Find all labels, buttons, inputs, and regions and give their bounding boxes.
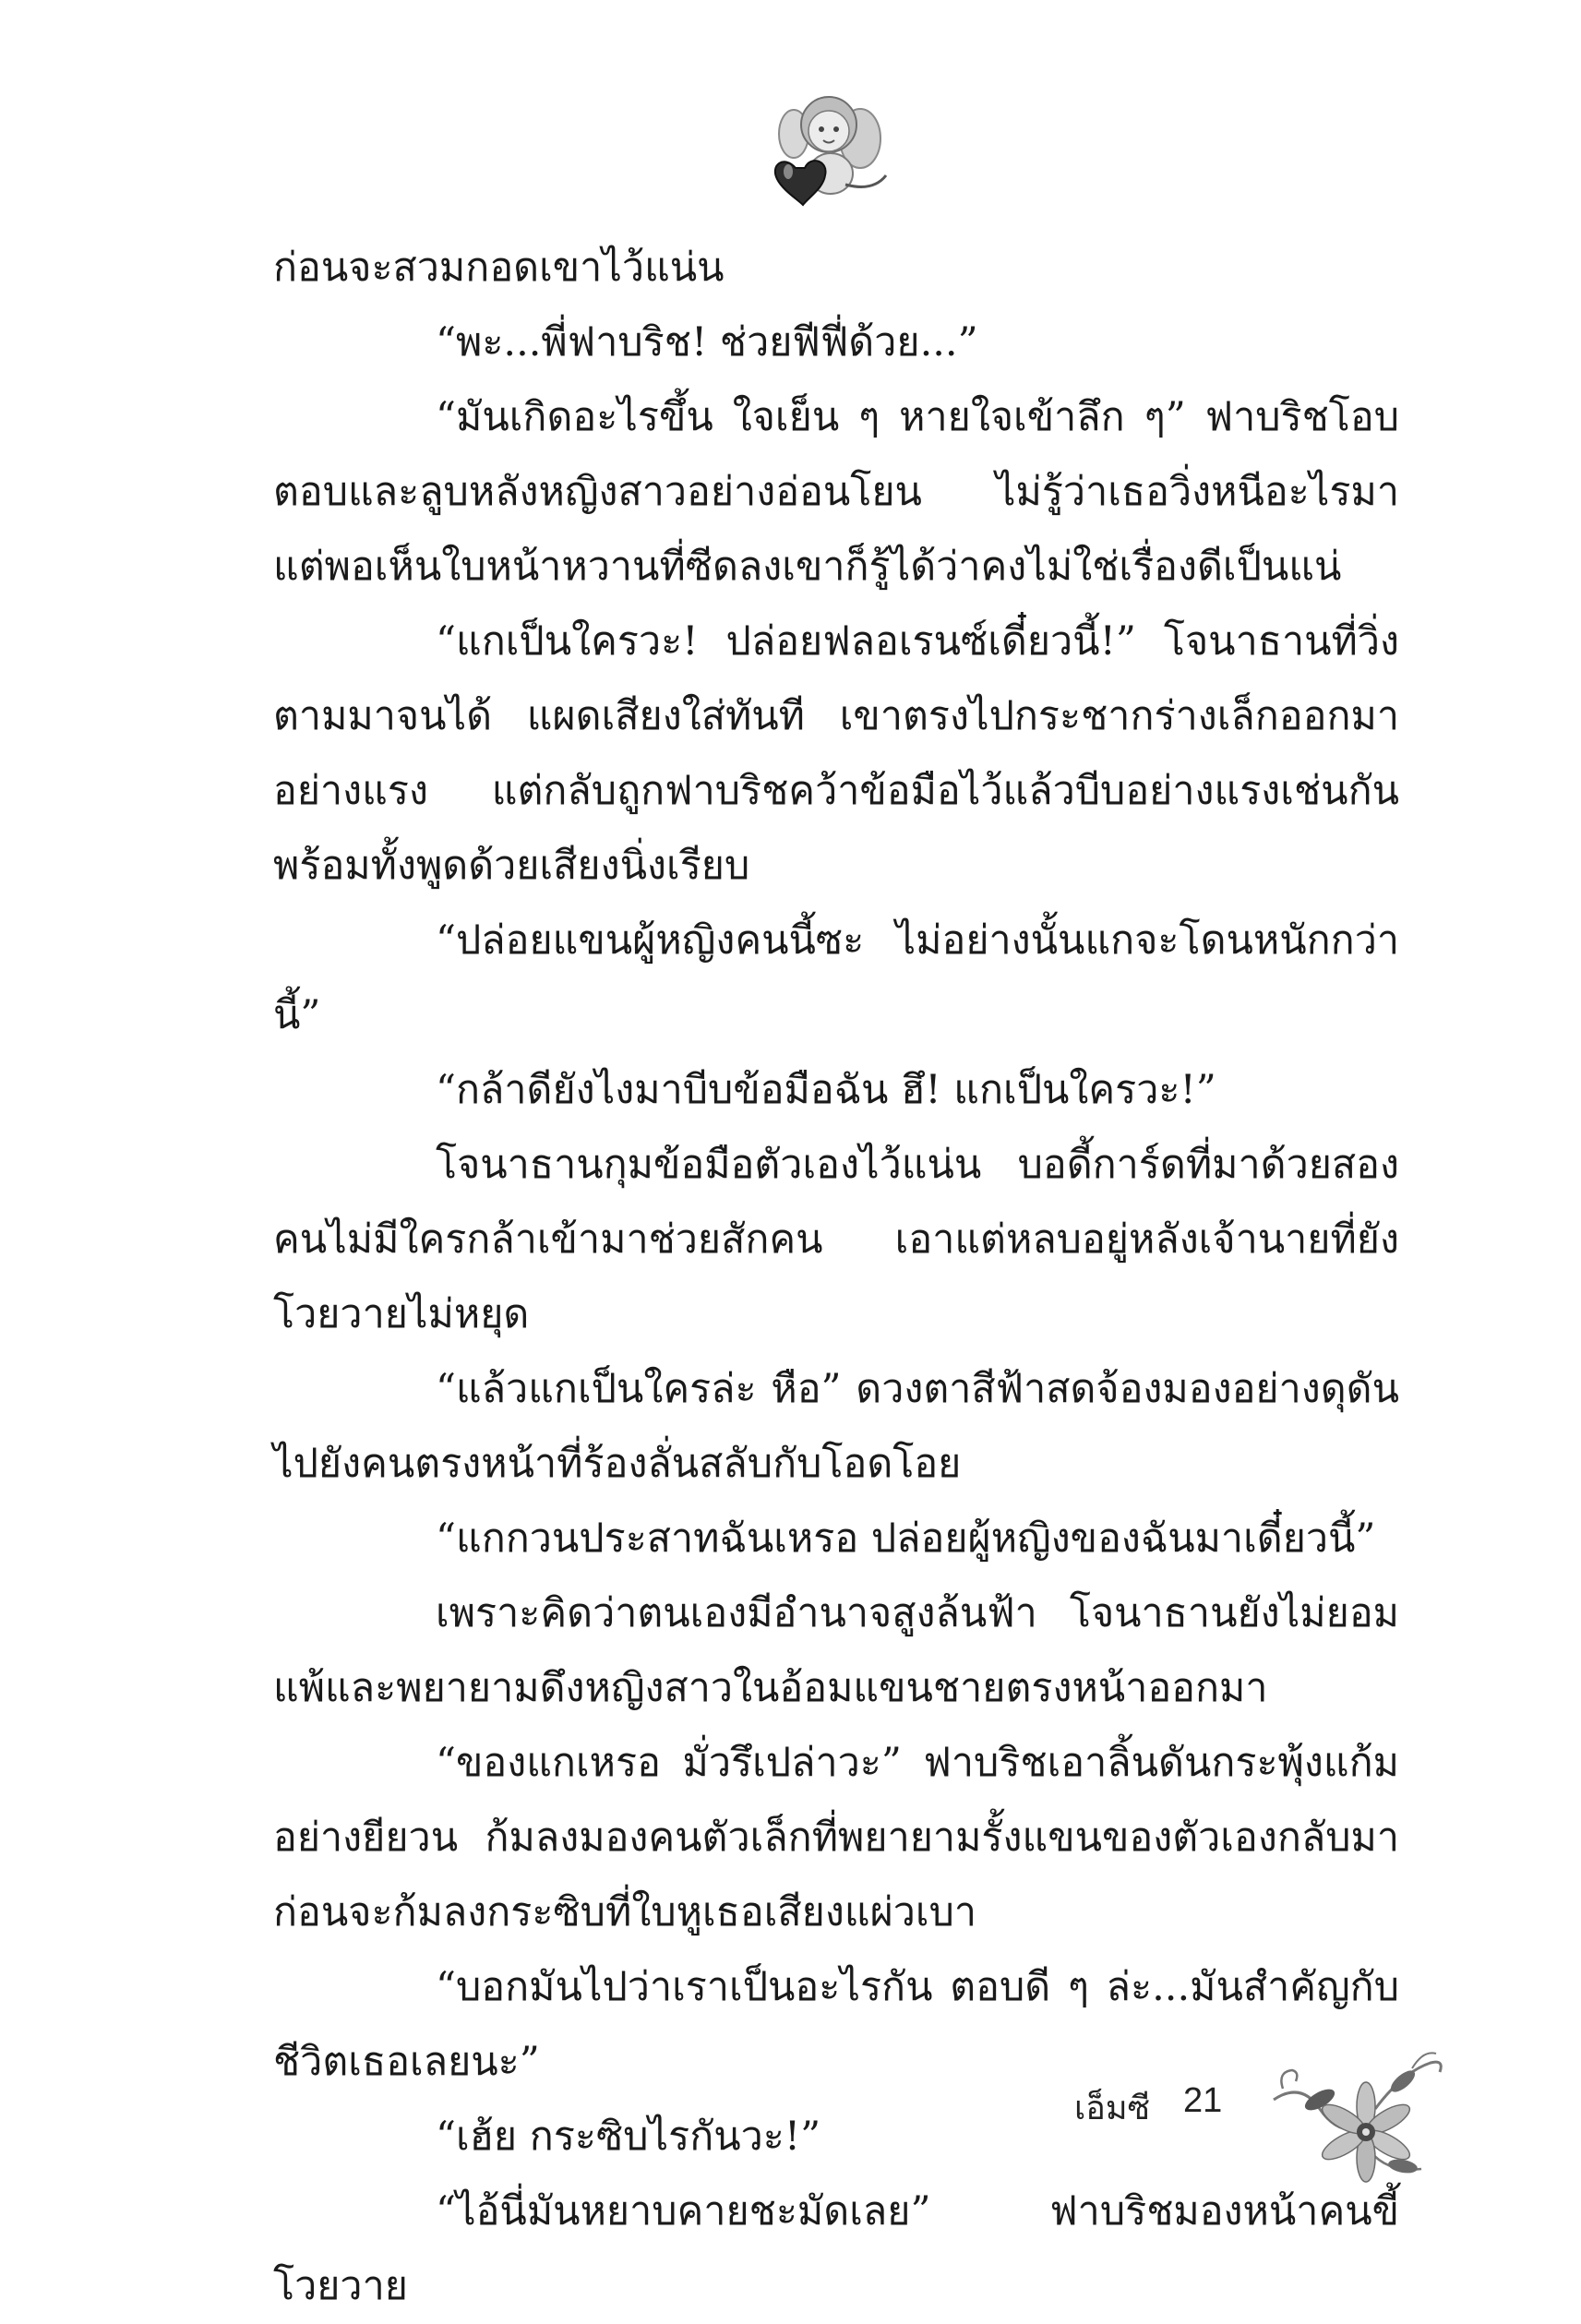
body-text — [273, 231, 1399, 2324]
paragraph: “บอกมันไปว่าเราเป็นอะไรกัน ตอบดี ๆ ล่ะ...มันสำคัญกับชีวิตเธอเลยนะ” — [273, 1964, 1399, 2085]
paragraph: ก่อนจะสวมกอดเขาไว้แน่น — [273, 245, 725, 291]
flower-vine-icon — [1264, 2044, 1449, 2201]
paragraph: “ไอ้นี่มันหยาบคายชะมัดเลย” ฟาบริชมองหน้าคนขี้โวยวาย — [273, 2188, 1399, 2309]
paragraph: “กล้าดียังไงมาบีบข้อมือฉัน ฮึ! แกเป็นใครวะ!” — [436, 1067, 1216, 1113]
paragraph: “เฮ้ย กระซิบไรกันวะ!” — [436, 2114, 821, 2160]
paragraph: “ปล่อยแขนผู้หญิงคนนี้ซะ ไม่อย่างนั้นแกจะโดนหนักกว่านี้” — [273, 917, 1399, 1038]
running-footer-title: เอ็มซี — [1074, 2090, 1151, 2127]
paragraph: “ของแกเหรอ มั่วรึเปล่าวะ” ฟาบริชเอาลิ้นดันกระพุ้งแก้มอย่างยียวน ก้มลงมองคนตัวเล็กที่พยายามรั้งแขนของตัวเองกลับมาก่อนจะก้มลงกระซิบที่ใบหูเธอเสียงแผ่วเบา — [273, 1740, 1399, 1935]
paragraph: “แกกวนประสาทฉันเหรอ ปล่อยผู้หญิงของฉันมาเดี๋ยวนี้” — [436, 1515, 1376, 1562]
paragraph: เพราะคิดว่าตนเองมีอำนาจสูงล้นฟ้า โจนาธานยังไม่ยอมแพ้และพยายามดึงหญิงสาวในอ้อมแขนชายตรงหน้าออกมา — [273, 1590, 1399, 1711]
page-number: 21 — [1183, 2081, 1223, 2120]
paragraph: “แกเป็นใครวะ! ปล่อยฟลอเรนซ์เดี๋ยวนี้!” โจนาธานที่วิ่งตามมาจนได้ แผดเสียงใส่ทันที เขาตรงไปกระชากร่างเล็กออกมาอย่างแรง แต่กลับถูกฟาบริชคว้าข้อมือไว้แล้วบีบอย่างแรงเช่นกัน พร้อมทั้งพูดด้วยเสียงนิ่งเรียบ — [273, 618, 1399, 889]
page-footer — [1071, 2072, 1458, 2220]
cherub-heart-icon — [757, 83, 895, 212]
paragraph: “แล้วแกเป็นใครล่ะ หือ” ดวงตาสีฟ้าสดจ้องมองอย่างดุดันไปยังคนตรงหน้าที่ร้องลั่นสลับกับโอดโอย — [273, 1366, 1399, 1487]
paragraph: โจนาธานกุมข้อมือตัวเองไว้แน่น บอดี้การ์ดที่มาด้วยสองคนไม่มีใครกล้าเข้ามาช่วยสักคน เอาแต่หลบอยู่หลังเจ้านายที่ยังโวยวายไม่หยุด — [273, 1142, 1399, 1337]
paragraph: “พะ...พี่ฟาบริช! ช่วยฟีฟี่ด้วย...” — [436, 319, 978, 365]
paragraph: “มันเกิดอะไรขึ้น ใจเย็น ๆ หายใจเข้าลึก ๆ” ฟาบริชโอบตอบและลูบหลังหญิงสาวอย่างอ่อนโยน ไม่รู้ว่าเธอวิ่งหนีอะไรมา แต่พอเห็นใบหน้าหวานที่ซีดลงเขาก็รู้ได้ว่าคงไม่ใช่เรื่องดีเป็นแน่ — [273, 394, 1399, 590]
